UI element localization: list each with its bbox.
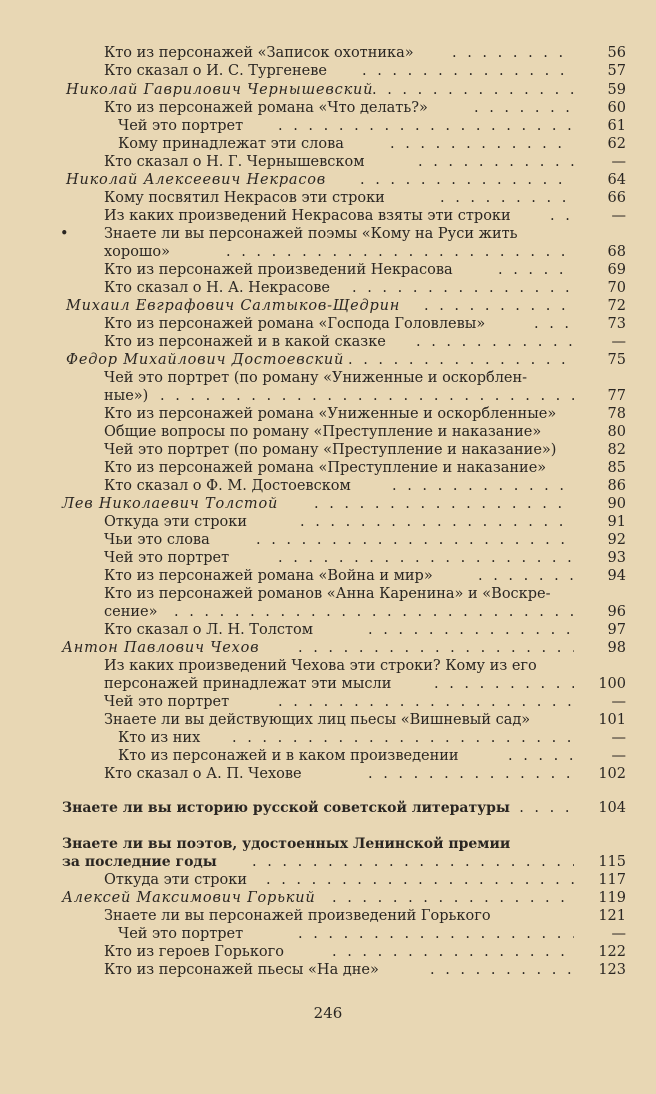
- toc-entry-page: 102: [598, 766, 626, 782]
- toc-entry-title: Кто из персонажей и в каком произведении: [118, 748, 459, 764]
- toc-entry-page: —: [611, 926, 626, 942]
- toc-entry-title: Кто сказал о Н. Г. Чернышевском: [104, 154, 365, 170]
- toc-entry-page: 115: [598, 854, 626, 870]
- toc-entry-title: Кто из персонажей романа «Униженные и оскорбленные»: [104, 406, 557, 422]
- toc-entry-page: 101: [598, 712, 626, 728]
- toc-entry-title: Знаете ли вы персонажей произведений Горького: [104, 908, 491, 924]
- toc-entry-title: Кто из героев Горького: [104, 944, 284, 960]
- toc-author-name: Николай Гаврилович Чернышевский: [66, 82, 374, 98]
- toc-entry-page: 86: [607, 478, 626, 494]
- toc-entry-page: 119: [598, 890, 626, 906]
- toc-entry-page: 117: [598, 872, 626, 888]
- toc-entry-page: 68: [607, 244, 626, 260]
- toc-entry-page: 121: [598, 908, 626, 924]
- toc-entry-page: —: [611, 334, 626, 350]
- toc-entry-page: 70: [607, 280, 626, 296]
- toc-entry-title: Откуда эти строки: [104, 514, 247, 530]
- toc-entry-page: 96: [607, 604, 626, 620]
- toc-section-title: Знаете ли вы поэтов, удостоенных Ленинской премии: [62, 836, 511, 852]
- toc-entry-page: —: [611, 208, 626, 224]
- toc-entry-page: 94: [607, 568, 626, 584]
- toc-section: [0, 797, 656, 819]
- toc-entry-page: 91: [607, 514, 626, 530]
- toc-entry-page: 73: [607, 316, 626, 332]
- toc-author-name: Алексей Максимович Горький: [62, 890, 316, 906]
- toc-entry-title: персонажей принадлежат эти мысли: [104, 676, 392, 692]
- leader-dots: [430, 959, 574, 981]
- toc-entry-page: 66: [607, 190, 626, 206]
- toc-entry-page: 57: [607, 63, 626, 79]
- toc-entry-title: Кто из персонажей «Записок охотника»: [104, 45, 414, 61]
- leader-dots: [368, 763, 574, 785]
- toc-entry-title: Чей это портрет: [104, 694, 230, 710]
- toc-section-title: за последние годы: [62, 854, 217, 870]
- leader-dots: [504, 797, 574, 819]
- toc-entry-title: Знаете ли вы действующих лиц пьесы «Вишневый сад»: [104, 712, 531, 728]
- toc-entry-title: Кто сказал о Л. Н. Толстом: [104, 622, 314, 638]
- toc-entry-page: 104: [598, 800, 626, 816]
- toc-author-name: Михаил Евграфович Салтыков-Щедрин: [66, 298, 401, 314]
- toc-entry-page: 62: [607, 136, 626, 152]
- toc-entry-page: —: [611, 748, 626, 764]
- toc-entry-page: 93: [607, 550, 626, 566]
- toc-entry-page: 59: [607, 82, 626, 98]
- toc-author-name: Лев Николаевич Толстой: [62, 496, 279, 512]
- toc-entry-title: Кому принадлежат эти слова: [118, 136, 344, 152]
- toc-entry-title: Кому посвятил Некрасов эти строки: [104, 190, 385, 206]
- toc-entry-page: 61: [607, 118, 626, 134]
- toc-entry: [0, 763, 656, 785]
- toc-entry-title: Чей это портрет: [118, 118, 244, 134]
- toc-entry-title: Кто из персонажей романа «Преступление и наказание»: [104, 460, 547, 476]
- toc-entry-title: Кто из персонажей романа «Что делать?»: [104, 100, 428, 116]
- toc-entry-title: Кто сказал о Ф. М. Достоевском: [104, 478, 351, 494]
- toc-entry-title: Кто из них: [118, 730, 201, 746]
- toc-entry-page: 78: [607, 406, 626, 422]
- toc-entry-page: 69: [607, 262, 626, 278]
- toc-entry-title: хорошо»: [104, 244, 171, 260]
- toc-entry-title: ные»): [104, 388, 149, 404]
- toc-entry-title: Чей это портрет: [118, 926, 244, 942]
- toc-entry-title: Чей это портрет (по роману «Преступление и наказание»): [104, 442, 557, 458]
- toc-entry-page: —: [611, 694, 626, 710]
- toc-entry-page: 80: [607, 424, 626, 440]
- toc-entry-title: Из каких произведений Чехова эти строки? Кому из его: [104, 658, 537, 674]
- toc-entry-title: Кто из персонажей и в какой сказке: [104, 334, 386, 350]
- toc-entry-page: 75: [607, 352, 626, 368]
- toc-entry-title: Кто из персонажей романа «Господа Головлевы»: [104, 316, 486, 332]
- toc-entry-page: 123: [598, 962, 626, 978]
- toc-entry-page: 60: [607, 100, 626, 116]
- toc-entry-title: Чьи это слова: [104, 532, 210, 548]
- toc-entry-title: Кто сказал о Н. А. Некрасове: [104, 280, 330, 296]
- toc-entry-title: Кто из персонажей произведений Некрасова: [104, 262, 453, 278]
- toc-entry-page: 72: [607, 298, 626, 314]
- toc-entry-page: 98: [607, 640, 626, 656]
- toc-author-name: Федор Михайлович Достоевский: [66, 352, 345, 368]
- toc-entry-title: Кто из персонажей пьесы «На дне»: [104, 962, 379, 978]
- toc-entry-title: Откуда эти строки: [104, 872, 247, 888]
- toc-entry-title: Чей это портрет (по роману «Униженные и оскорблен-: [104, 370, 528, 386]
- page-number: 246: [313, 1004, 343, 1022]
- toc-entry-title: Кто сказал о А. П. Чехове: [104, 766, 302, 782]
- toc-entry-page: 122: [598, 944, 626, 960]
- toc-author-name: Антон Павлович Чехов: [62, 640, 260, 656]
- toc-entry-page: 56: [607, 45, 626, 61]
- toc-section-title: Знаете ли вы историю русской советской литературы: [62, 800, 510, 816]
- toc-entry-page: 85: [607, 460, 626, 476]
- toc-entry-title: сение»: [104, 604, 158, 620]
- toc-entry-title: Общие вопросы по роману «Преступление и наказание»: [104, 424, 542, 440]
- bullet-mark: •: [60, 226, 69, 242]
- toc-entry-page: —: [611, 730, 626, 746]
- toc-entry-page: 90: [607, 496, 626, 512]
- toc-entry-page: —: [611, 154, 626, 170]
- toc-entry-title: Знаете ли вы персонажей поэмы «Кому на Руси жить: [104, 226, 518, 242]
- toc-entry-page: 64: [607, 172, 626, 188]
- toc-entry-title: Кто из персонажей романа «Война и мир»: [104, 568, 433, 584]
- toc-entry-page: 100: [598, 676, 626, 692]
- toc-entry-page: 97: [607, 622, 626, 638]
- toc-entry-page: 77: [607, 388, 626, 404]
- toc-entry-page: 82: [607, 442, 626, 458]
- toc-entry: [0, 959, 656, 981]
- toc-author-name: Николай Алексеевич Некрасов: [66, 172, 327, 188]
- toc-entry-page: 92: [607, 532, 626, 548]
- toc-entry-title: Чей это портрет: [104, 550, 230, 566]
- toc-entry-title: Кто сказал о И. С. Тургеневе: [104, 63, 327, 79]
- toc-entry-title: Из каких произведений Некрасова взяты эти строки: [104, 208, 511, 224]
- toc-entry-title: Кто из персонажей романов «Анна Каренина» и «Воскре-: [104, 586, 551, 602]
